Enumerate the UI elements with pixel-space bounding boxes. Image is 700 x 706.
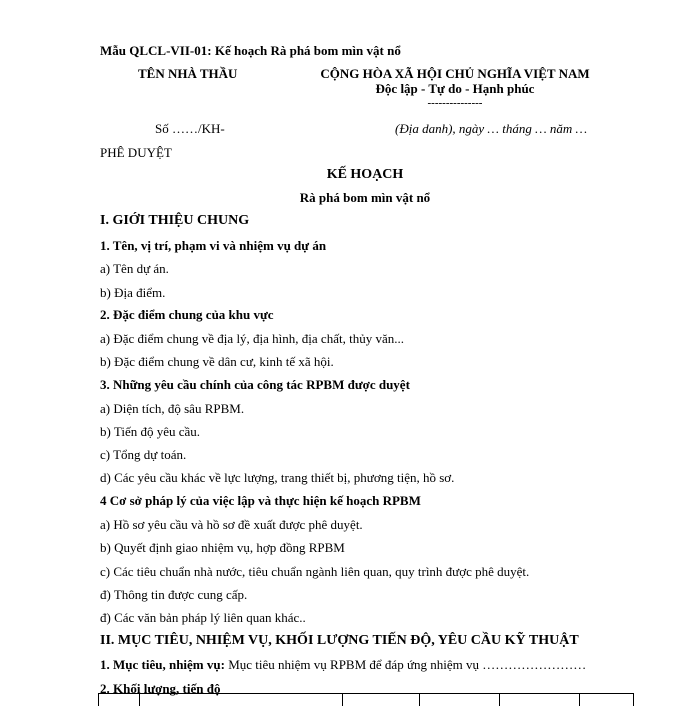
section-heading: I. GIỚI THIỆU CHUNG	[100, 213, 250, 228]
list-item: b) Đặc điểm chung về dân cư, kinh tế xã hội.	[100, 354, 334, 369]
table-column-divider	[499, 694, 500, 706]
section-heading: 2. Đặc điểm chung của khu vực	[100, 307, 274, 322]
section-heading: 3. Những yêu cầu chính của công tác RPBM được duyệt	[100, 377, 410, 392]
motto: Độc lập - Tự do - Hạnh phúc	[375, 81, 535, 96]
list-item: a) Đặc điểm chung về địa lý, địa hình, địa chất, thủy văn...	[100, 331, 404, 346]
table-column-divider	[139, 694, 140, 706]
contractor-name: TÊN NHÀ THẦU	[138, 66, 238, 81]
table-column-divider	[342, 694, 343, 706]
table-column-divider	[579, 694, 580, 706]
list-item: b) Quyết định giao nhiệm vụ, hợp đồng RPBM	[100, 540, 345, 555]
list-item: c) Tổng dự toán.	[100, 447, 187, 462]
document-number: Số ……/KH-	[155, 121, 225, 136]
list-item: đ) Các văn bản pháp lý liên quan khác..	[100, 610, 306, 625]
list-item: b) Địa điểm.	[100, 285, 166, 300]
table-column-divider	[419, 694, 420, 706]
volume-heading: 2. Khối lượng, tiến độ	[100, 681, 221, 696]
form-title: Mẫu QLCL-VII-01: Kế hoạch Rà phá bom mìn vật nổ	[100, 43, 401, 58]
list-item: a) Hồ sơ yêu cầu và hồ sơ đề xuất được phê duyệt.	[100, 517, 363, 532]
list-item: c) Các tiêu chuẩn nhà nước, tiêu chuẩn ngành liên quan, quy trình được phê duyệt.	[100, 564, 530, 579]
republic-name: CỘNG HÒA XÃ HỘI CHỦ NGHĨA VIỆT NAM	[320, 66, 590, 81]
goal-line	[100, 657, 586, 673]
list-item: a) Tên dự án.	[100, 261, 169, 276]
goal-label: 1. Mục tiêu, nhiệm vụ:	[100, 657, 225, 672]
motto-rule: ---------------	[427, 97, 483, 109]
list-item: đ) Thông tin được cung cấp.	[100, 587, 248, 602]
place-date: (Địa danh), ngày … tháng … năm …	[395, 121, 588, 136]
goal-text: Mục tiêu nhiệm vụ RPBM để đáp ứng nhiệm vụ ……………………	[224, 657, 587, 672]
section-heading: 4 Cơ sở pháp lý của việc lập và thực hiện kế hoạch RPBM	[100, 493, 421, 508]
approval-label: PHÊ DUYỆT	[100, 145, 172, 160]
list-item: d) Các yêu cầu khác về lực lượng, trang thiết bị, phương tiện, hồ sơ.	[100, 470, 455, 485]
doc-title: KẾ HOẠCH	[326, 167, 404, 182]
list-item: a) Diện tích, độ sâu RPBM.	[100, 401, 245, 416]
doc-subtitle: Rà phá bom mìn vật nổ	[299, 190, 431, 205]
section-heading: 1. Tên, vị trí, phạm vi và nhiệm vụ dự án	[100, 238, 327, 253]
section-heading: II. MỤC TIÊU, NHIỆM VỤ, KHỐI LƯỢNG TIẾN ĐỘ, YÊU CẦU KỸ THUẬT	[100, 633, 579, 648]
list-item: b) Tiến độ yêu cầu.	[100, 424, 201, 439]
